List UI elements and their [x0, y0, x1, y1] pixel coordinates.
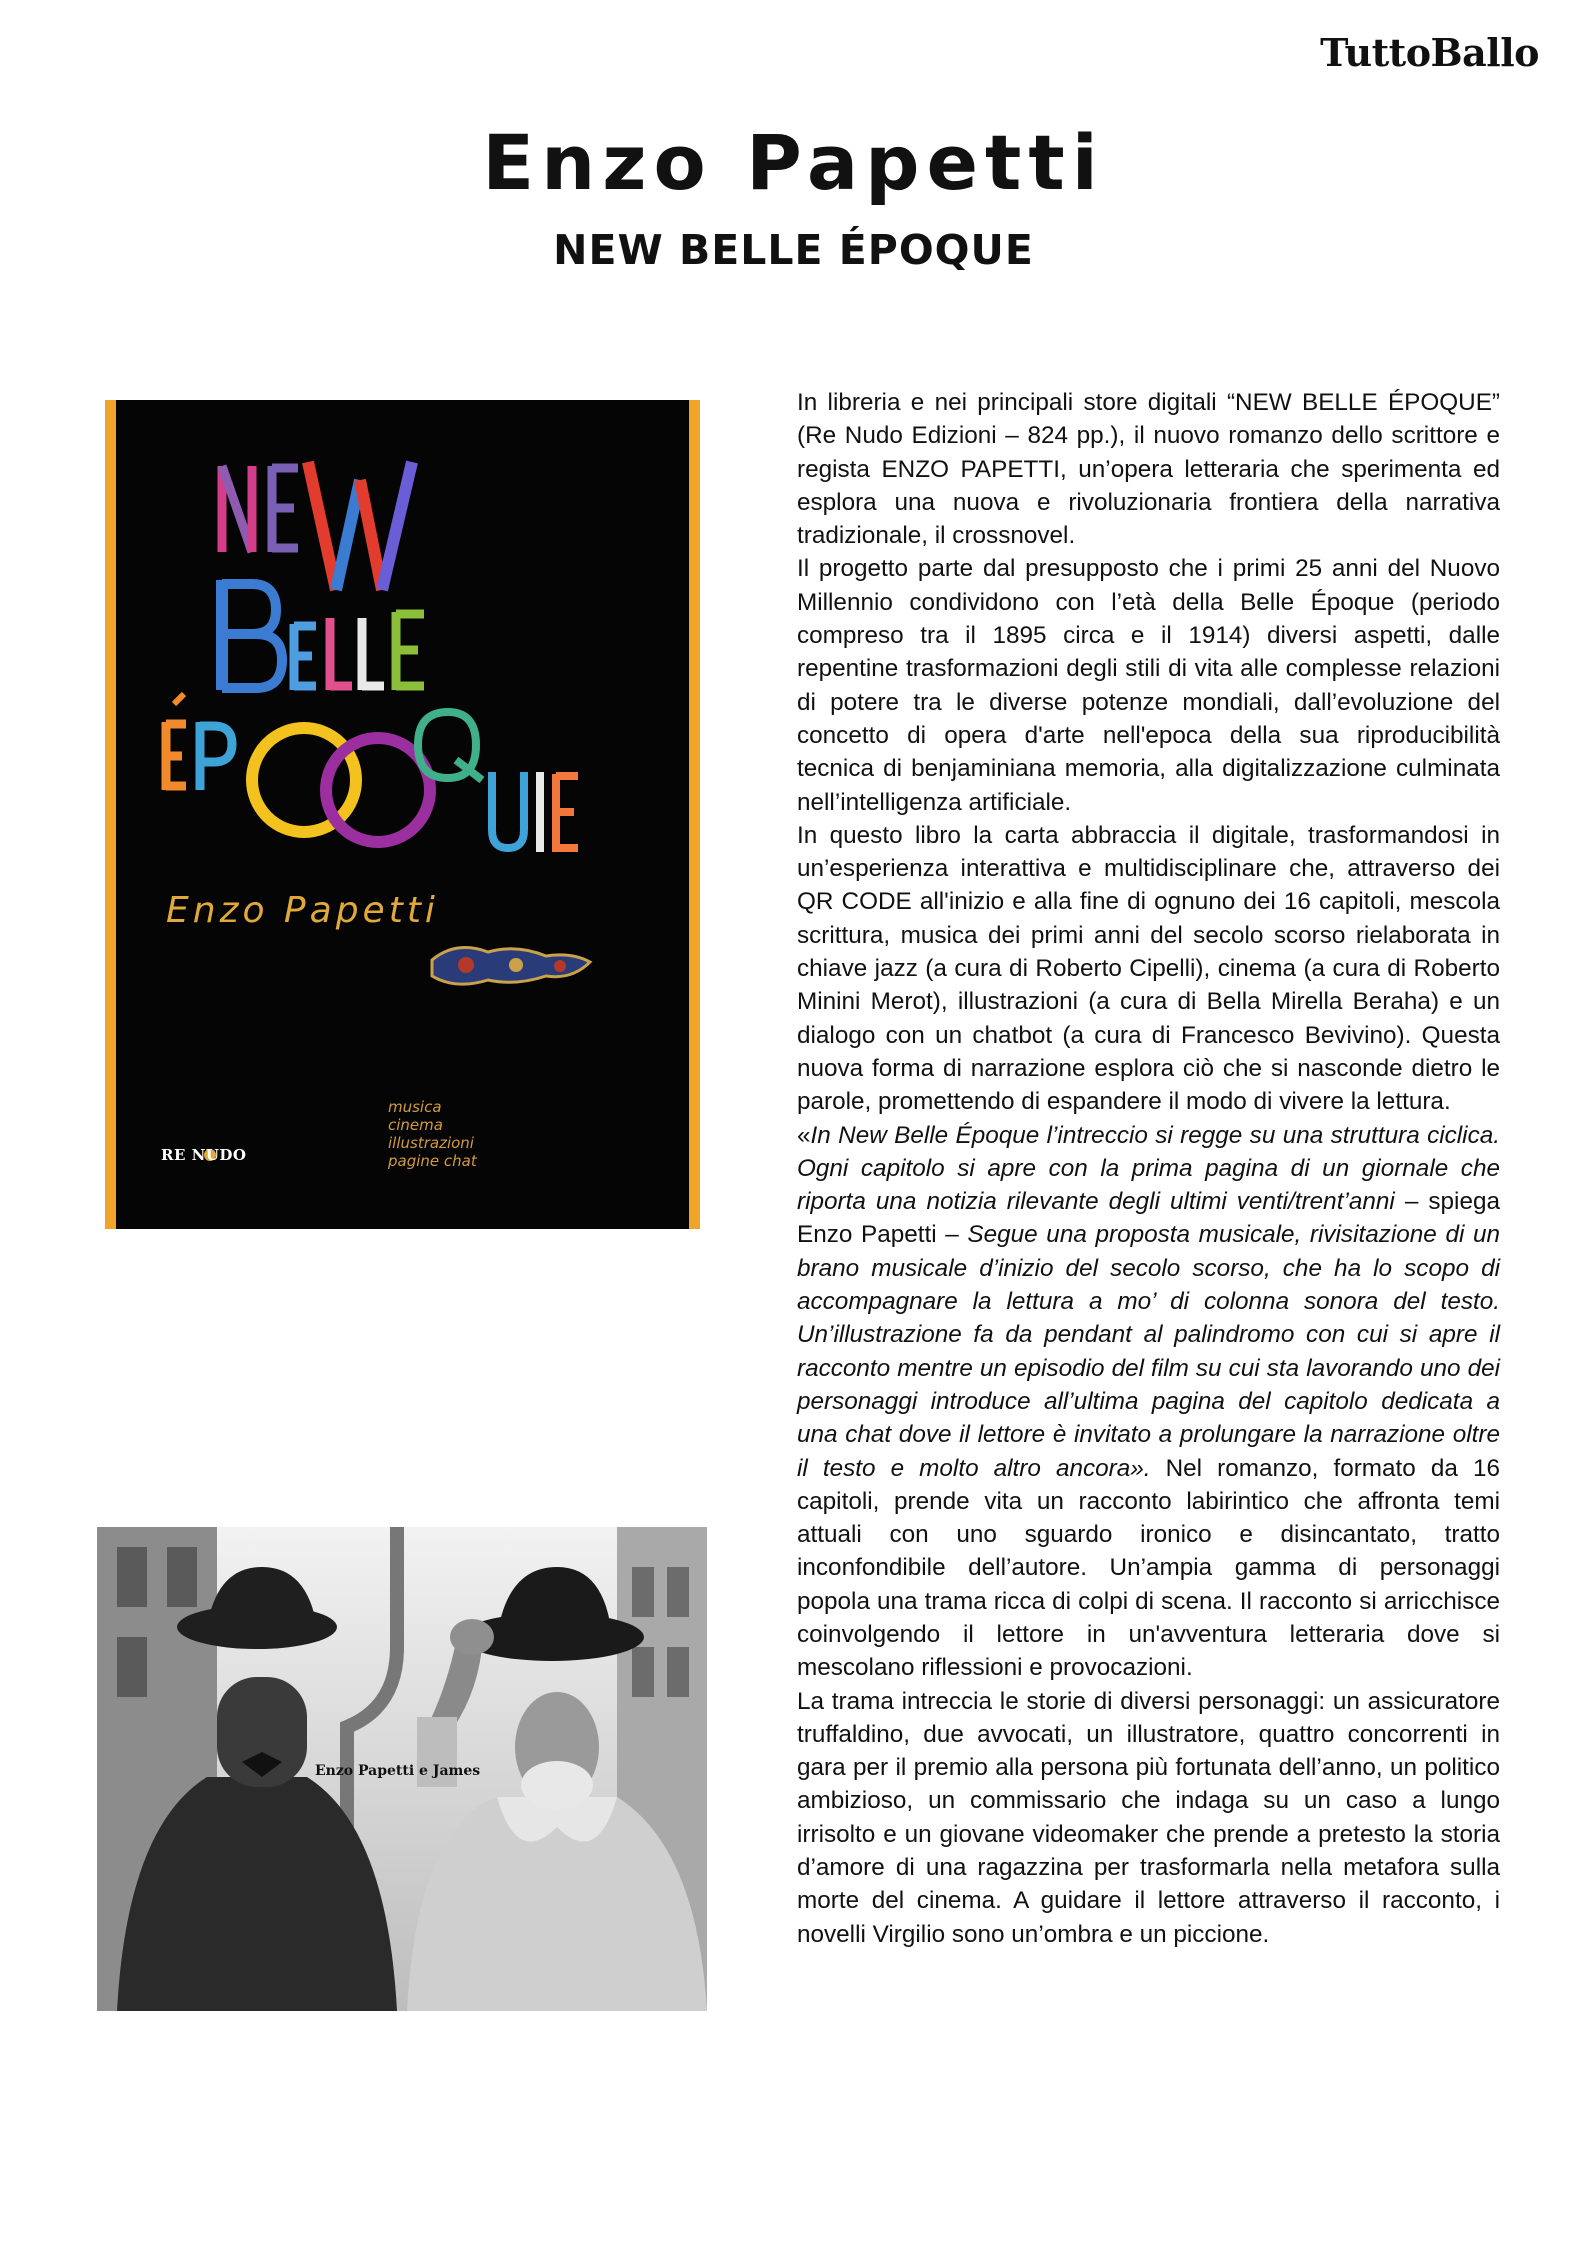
cover-author: Enzo Papetti [166, 890, 439, 931]
credit-role: illustrazioni [388, 1134, 474, 1152]
quote-open: « [797, 1121, 811, 1149]
credit-role: musica [388, 1098, 442, 1116]
article-paragraph: In questo libro la carta abbraccia il digitale, trasformandosi in un’esperienza interattiva e multidisciplinare che, attraverso dei QR CODE all'inizio e alla fine di ognuno dei 16 capitoli, mescola scrittura, musica dei primi anni del secolo scorso rielaborata in chiave jazz (a cura di Roberto Cipelli), cinema (a cura di Roberto Minini Merot), illustrazioni (a cura di Bella Mirella Beraha) e un dialogo con un chatbot (a cura di Francesco Bevivino). Questa nuova forma di narrazione esplora ciò che si nasconde dietro le parole, promettendo di espandere il modo di vivere la lettura. [797, 821, 1500, 1116]
credit-role: pagine chat [388, 1152, 477, 1170]
credit-role: cinema [388, 1116, 443, 1134]
publisher-logo: RE NUDO [161, 1146, 247, 1164]
book-cover [105, 400, 700, 1229]
quote-italic: In New Belle Époque l’intreccio si regge su una struttura ciclica. Ogni capitolo si apre con la prima pagina di un giornale che riporta una notizia rilevante degli ultimi venti/trent’anni [797, 1121, 1500, 1216]
article-body [797, 386, 1500, 1951]
article-paragraph-quote [797, 1119, 1500, 1685]
page-subtitle: NEW BELLE ÉPOQUE [553, 226, 1034, 274]
author-photo [97, 1527, 707, 2011]
article-paragraph: Il progetto parte dal presupposto che i primi 25 anni del Nuovo Millennio condividono con l’età della Belle Époque (periodo compreso tra il 1895 circa e il 1914) diversi aspetti, dalle repentine trasformazioni degli stili di vita alle complesse relazioni di potere tra le diverse potenze mondiali, dall’evoluzione del concetto di opera d'arte nell'epoca della sua riproducibilità tecnica di benjaminiana memoria, alla digitalizzazione culminata nell’intelligenza artificiale. [797, 555, 1500, 816]
article-paragraph: In libreria e nei principali store digitali “NEW BELLE ÉPOQUE” (Re Nudo Edizioni – 824 pp.), il nuovo romanzo dello scrittore e regista ENZO PAPETTI, un’opera letteraria che sperimenta ed esplora una nuova e rivoluzionaria frontiera della narrativa tradizionale, il crossnovel. [797, 389, 1500, 550]
ornament-icon [432, 948, 590, 985]
quote-continuation: Nel romanzo, formato da 16 capitoli, prende vita un racconto labirintico che affronta temi attuali con uno sguardo ironico e disincantato, tratto inconfondibile dell’autore. Un’ampia gamma di personaggi popola una trama ricca di colpi di scena. Il racconto si arricchisce coinvolgendo il lettore in un'avventura letteraria dove si mescolano riflessioni e provocazioni. [797, 1454, 1500, 1682]
article-paragraph: La trama intreccia le storie di diversi personaggi: un assicuratore truffaldino, due avvocati, un illustratore, quattro concorrenti in gara per il premio alla persona più fortunata dell’anno, un politico ambizioso, un commissario che indaga su un caso a lungo irrisolto e un giovane videomaker che prende a pretesto la storia d’amore di una ragazzina per trasformarla nella metafora sulla morte del cinema. A guidare il lettore attraverso il racconto, i novelli Virgilio sono un’ombra e un piccione. [797, 1687, 1500, 1948]
page-title: Enzo Papetti [482, 118, 1105, 207]
brand-logo: TuttoBallo [1320, 30, 1539, 75]
quote-italic: Segue una proposta musicale, rivisitazione di un brano musicale d’inizio del secolo scorso, che ha lo scopo di accompagnare la lettura a mo’ di colonna sonora del testo. Un’illustrazione fa da pendant al palindromo con cui si apre il racconto mentre un episodio del film su cui sta lavorando uno dei personaggi introduce all’ultima pagina del capitolo dedicata a una chat dove il lettore è invitato a prolungare la narrazione oltre il testo e molto altro ancora». [797, 1221, 1501, 1482]
photo-caption: Enzo Papetti e James [315, 1763, 481, 1779]
quote-attribution: – spiega Enzo Papetti – [797, 1188, 1500, 1249]
